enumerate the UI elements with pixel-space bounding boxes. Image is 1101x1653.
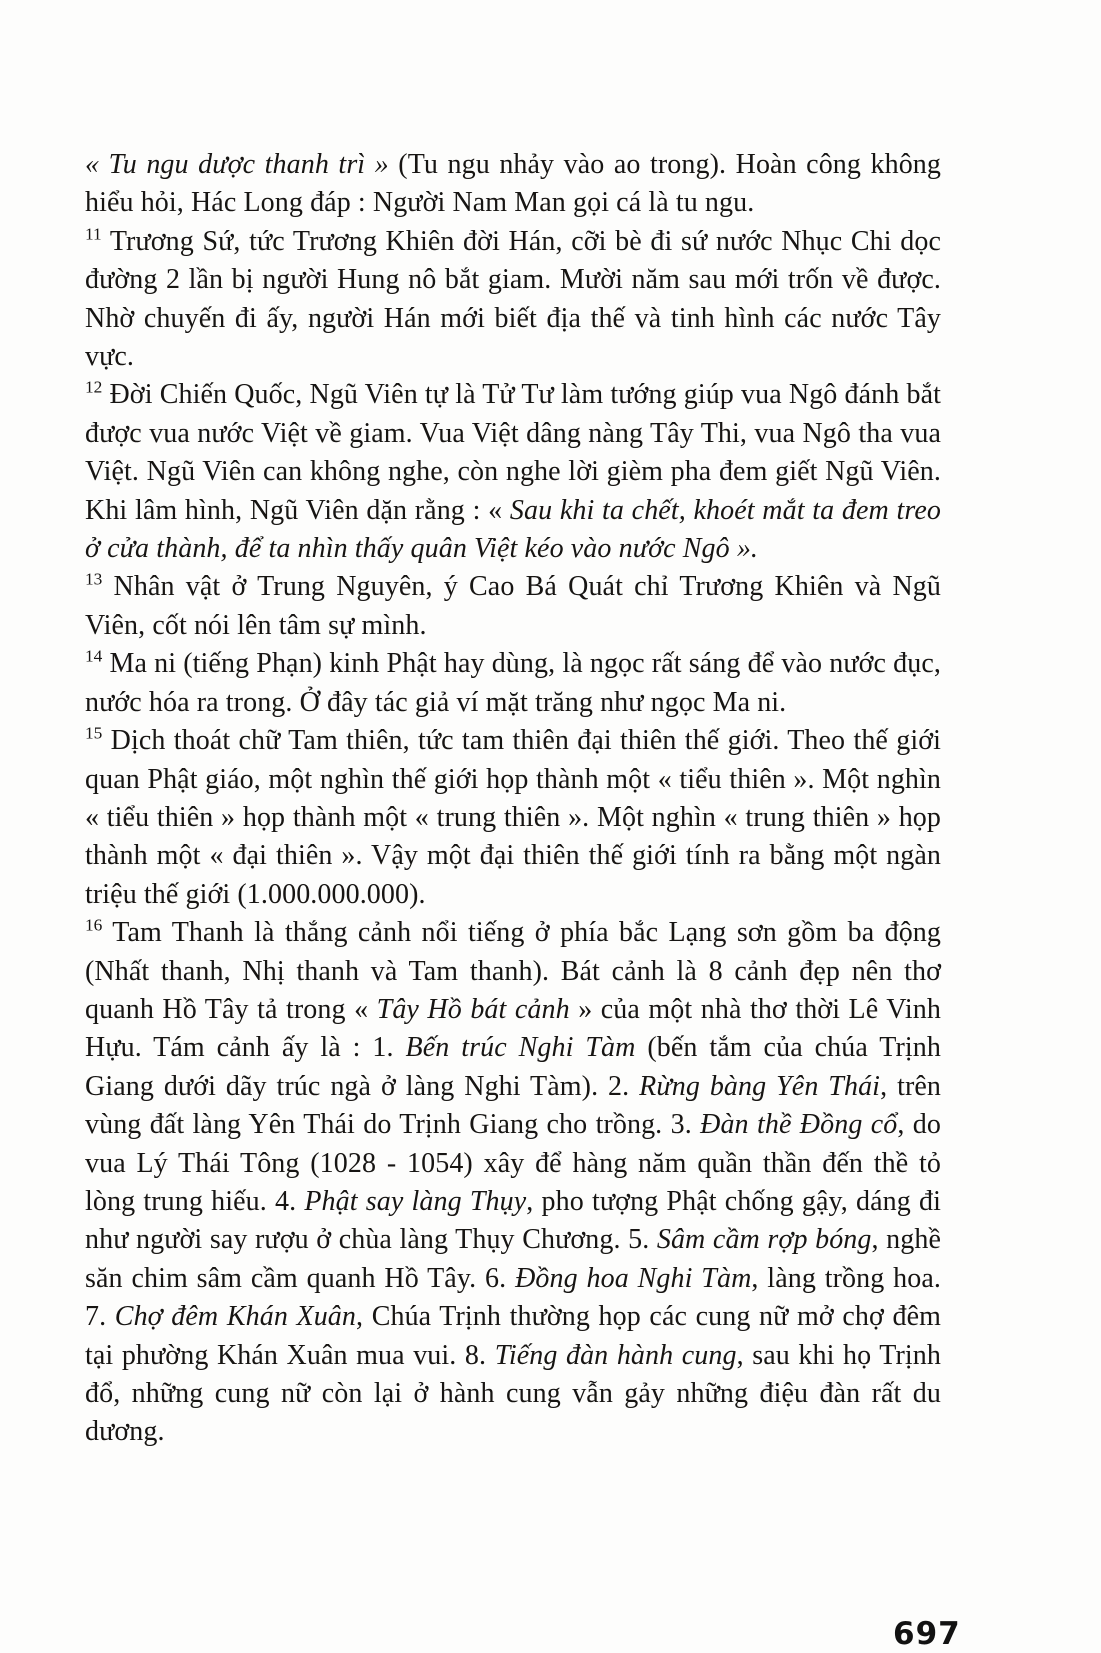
page-number: 697 bbox=[893, 1616, 961, 1652]
footnote-13: $^{13}$ Nhân vật ở Trung Nguyên, ý Cao Bá Quát chỉ Trương Khiên và Ngũ Viên, cốt nói lên tâm sự mình. bbox=[85, 570, 941, 641]
footnote-16: $^{16}$ Tam Thanh là thắng cảnh nổi tiếng ở phía bắc Lạng sơn gồm ba động (Nhất thanh, Nhị thanh và Tam thanh). Bát cảnh là 8 cảnh đẹp nên thơ quanh Hồ Tây tả trong « Tây Hồ bát cảnh » của một nhà thơ thời Lê Vinh Hựu. Tám cảnh ấy là : 1. Bến trúc Nghi Tàm (bến tắm của chúa Trịnh Giang dưới dãy trúc ngà ở làng Nghi Tàm). 2. Rừng bàng Yên Thái, trên vùng đất làng Yên Thái do Trịnh Giang cho trồng. 3. Đàn thề Đồng cổ, do vua Lý Thái Tông (1028 - 1054) xây để hàng năm quần thần đến thề tỏ lòng trung hiếu. 4. Phật say làng Thụy, pho tượng Phật chống gậy, dáng đi như người say rượu ở chùa làng Thụy Chương. 5. Sâm cầm rợp bóng, nghề săn chim sâm cầm quanh Hồ Tây. 6. Đồng hoa Nghi Tàm, làng trồng hoa. 7. Chợ đêm Khán Xuân, Chúa Trịnh thường họp các cung nữ mở chợ đêm tại phường Khán Xuân mua vui. 8. Tiếng đàn hành cung, sau khi họ Trịnh đổ, những cung nữ còn lại ở hành cung vẫn gảy những điệu đàn rất du dương. bbox=[85, 915, 942, 1448]
footnotes-section bbox=[85, 146, 941, 1452]
footnote-11: $^{11}$ Trương Sứ, tức Trương Khiên đời Hán, cỡi bè đi sứ nước Nhục Chi dọc đường 2 lần bị người Hung nô bắt giam. Mười năm sau mới trốn về được. Nhờ chuyến đi ấy, người Hán mới biết địa thế và tinh hình các nước Tây vực. bbox=[85, 224, 941, 373]
footnote-14: $^{14}$ Ma ni (tiếng Phạn) kinh Phật hay dùng, là ngọc rất sáng để vào nước đục, nước hóa ra trong. Ở đây tác giả ví mặt trăng như ngọc Ma ni. bbox=[85, 646, 941, 718]
footnote-15: $^{15}$ Dịch thoát chữ Tam thiên, tức tam thiên đại thiên thế giới. Theo thế giới quan Phật giáo, một nghìn thế giới họp thành một « tiểu thiên ». Một nghìn « tiểu thiên » họp thành một « trung thiên ». Một nghìn « trung thiên » họp thành một « đại thiên ». Vậy một đại thiên thế giới tính ra bằng một ngàn triệu thế giới (1.000.000.000). bbox=[85, 723, 941, 910]
footnote-12: $^{12}$ Đời Chiến Quốc, Ngũ Viên tự là Tử Tư làm tướng giúp vua Ngô đánh bắt được vua nước Việt về giam. Vua Việt dâng nàng Tây Thi, vua Ngô tha vua Việt. Ngũ Viên can không nghe, còn nghe lời gièm pha đem giết Ngũ Viên. Khi lâm hình, Ngũ Viên dặn rằng : « Sau khi ta chết, khoét mắt ta đem treo ở cửa thành, để ta nhìn thấy quân Việt kéo vào nước Ngô ». bbox=[85, 378, 941, 565]
footnote-continuation: « Tu ngu dược thanh trì » (Tu ngu nhảy vào ao trong). Hoàn công không hiểu hỏi, Hác Long đáp : Người Nam Man gọi cá là tu ngu. bbox=[85, 149, 941, 219]
